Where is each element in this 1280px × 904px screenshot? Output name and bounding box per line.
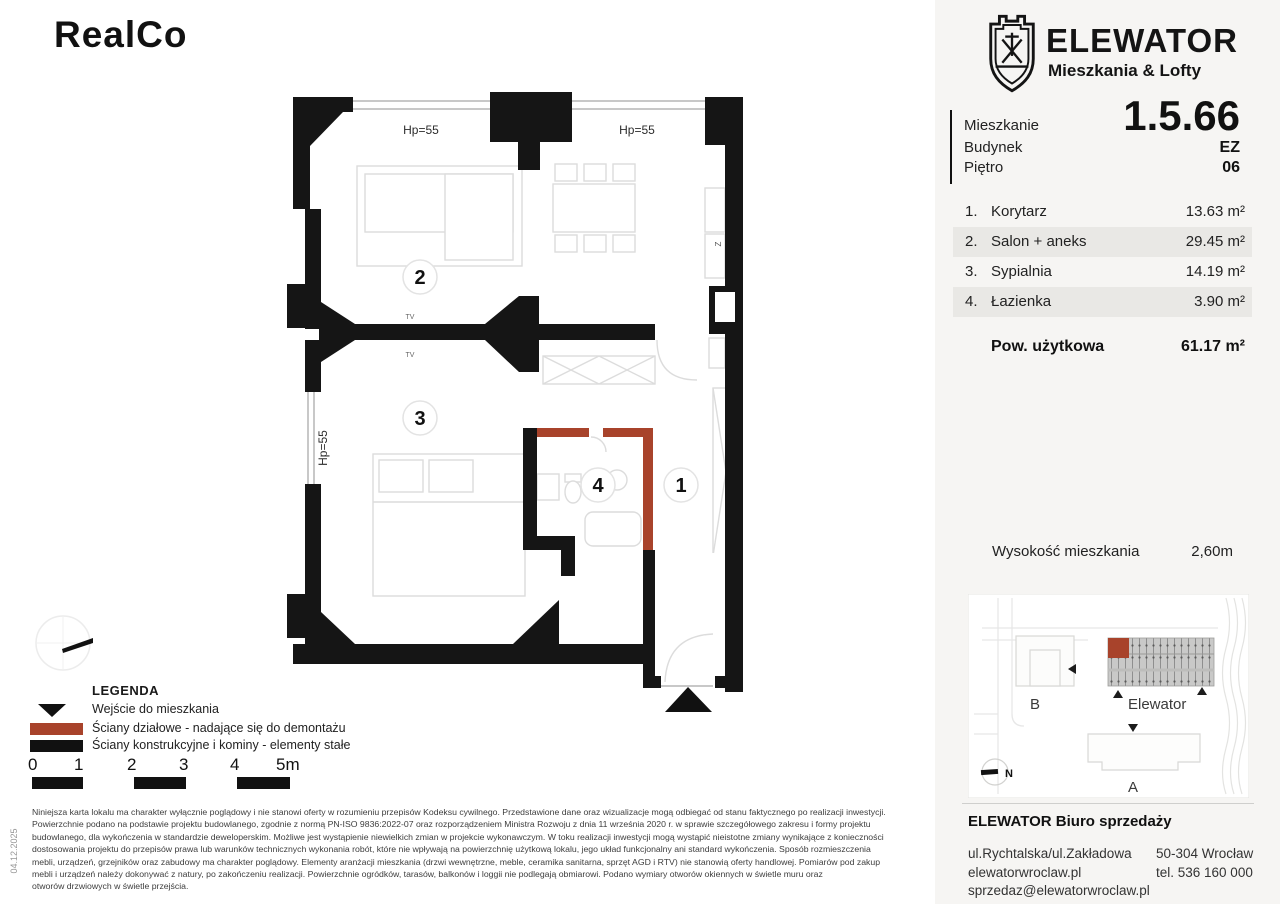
svg-text:TV: TV [405,314,415,321]
disclaimer-text [32,806,937,893]
scale-tick: 2 [127,755,137,774]
partition-wall-swatch [30,723,83,735]
room-index: 2. [965,233,978,250]
room-name: Salon + aneks [991,233,1087,250]
site-map [968,594,1249,798]
room-index: 3. [965,263,978,280]
room-number-4: 4 [592,475,604,497]
contact-address: ul.Rychtalska/ul.Zakładowa [968,846,1132,861]
scale-tick: 3 [179,755,189,774]
disclaimer-line: budowlanego, dla wykończenia w standardzie deweloperskim. Możliwe jest wystąpienie niewielkich zmian w projekcie wykonawczym. W toku realizacji inwestycji mogą wystąpić nieistotne zmiany wynikające z konieczności [32,831,884,842]
wall-niche [712,553,725,569]
total-area-row [953,332,1252,362]
north-compass-icon [33,612,95,674]
contact-email: sprzedaz@elewatorwroclaw.pl [968,883,1150,898]
room-index: 4. [965,293,978,310]
elewator-logo-text: ELEWATOR [1046,22,1238,59]
sales-office-title: ELEWATOR Biuro sprzedaży [968,813,1172,830]
table-row [953,257,1252,287]
scale-segment [134,777,186,789]
height-label: Wysokość mieszkania [992,543,1140,560]
contact-city: 50-304 Wrocław [1156,846,1254,861]
table-row [953,197,1252,227]
scale-segment [237,777,290,789]
contact-column-right [1156,845,1253,882]
height-value: 2,60m [1191,543,1233,560]
contact-website: elewatorwroclaw.pl [968,864,1082,880]
room-number-3: 3 [414,408,426,430]
scale-tick: 5m [276,755,300,774]
total-area-value: 61.17 m² [1180,338,1245,355]
building-value: EZ [1219,139,1240,156]
disclaimer-line: mebli i urządzeń należy dokonywać z natury, po zakończeniu realizacji. Powierzchnie ogródków, tarasów, balkonów i loggii nie podlegają obmiarowi. Podano wymiary otworów okiennych w świetle muru oraz [32,869,823,880]
realco-logo: RealCo [54,14,188,55]
north-label: N [1005,768,1013,780]
legend-title: LEGENDA [92,683,160,698]
svg-text:Hp=55: Hp=55 [403,123,439,137]
elewator-tagline: Mieszkania & Lofty [1048,61,1202,80]
scale-tick: 4 [230,755,240,774]
disclaimer-line: Powierzchnie podano na podstawie projektu budowlanego, zgodnie z normą PN-ISO 9836:2022-07 oraz rozporządzeniem Ministra Rozwoju z dnia 11 września 2020 r. w sprawie szczegółowego zakresu i formy projektu [32,819,871,830]
disclaimer-line: mebli, urządzeń, grzejników oraz zabudowy ma charakter poglądowy. Elementy aranżacji mieszkania (drzwi wewnętrzne, meble, ceramika sanitarna, sprzęt AGD i RTV) nie stanowią oferty handlowej. Pomiarów pod zakup [32,856,881,867]
disclaimer-line: otworów drzwiowych w świetle przejścia. [32,881,189,892]
floor-value: 06 [1222,159,1240,176]
building-elewator-label: Elewator [1128,696,1187,713]
table-row [953,227,1252,257]
building-label: Budynek [964,139,1023,156]
svg-text:Hp=55: Hp=55 [316,430,330,466]
legend-entry-label: Wejście do mieszkania [92,702,219,716]
unit-number: 1.5.66 [1123,92,1240,139]
room-index: 1. [965,203,978,220]
apartment-label: Mieszkanie [964,117,1040,134]
room-number-1: 1 [675,475,687,497]
svg-text:Hp=55: Hp=55 [619,123,655,137]
unit-block-border [950,110,952,184]
svg-text:TV: TV [405,352,415,359]
entrance-arrow-icon [665,687,712,712]
scale-segment [32,777,83,789]
room-name: Korytarz [991,203,1047,220]
date-stamp: 04.12.2025 [9,828,19,874]
entrance-triangle-icon [38,704,66,717]
panel-divider [962,803,1254,804]
room-area: 13.63 m² [1185,203,1245,220]
svg-text:Z: Z [714,241,723,247]
total-area-label: Pow. użytkowa [991,338,1105,355]
structural-wall-swatch [30,740,83,752]
scale-tick: 1 [74,755,84,774]
site-building-b-outline [1016,636,1074,686]
floor-plan [285,88,760,733]
disclaimer-line: dostosowania projektu do przepisów prawa lub warunków technicznych wykonania robót, które nie wpływają na powierzchnię użytkową lokalu, jego układ funkcjonalny ani standard wykończenia. Sposób rozmieszczenia [32,844,871,855]
contact-phone: tel. 536 160 000 [1156,864,1253,880]
contact-column-left [968,845,1150,901]
table-row [953,287,1252,317]
room-name: Łazienka [991,293,1052,310]
legend-structural-label: Ściany konstrukcyjne i kominy - elementy stałe [92,738,351,752]
room-area: 29.45 m² [1185,233,1245,250]
room-area: 3.90 m² [1194,293,1245,310]
shaft-opening [715,292,735,322]
building-b-label: B [1030,696,1041,713]
building-a-label: A [1128,779,1139,796]
floor-label: Piętro [964,159,1004,176]
room-name: Sypialnia [991,263,1052,280]
disclaimer-line: Niniejsza karta lokalu ma charakter wyłącznie poglądowy i nie stanowi oferty w rozumieniu przepisów Kodeksu cywilnego. Przedstawione dane oraz wizualizacje mogą odbiegać od stanu faktycznego po realizacji inwestycji. [32,807,886,817]
room-number-2: 2 [414,267,426,289]
elewator-shield-icon [983,12,1041,96]
legend-partition-label: Ściany działowe - nadające się do demontażu [92,721,346,735]
room-area: 14.19 m² [1185,263,1245,280]
unit-location-marker [1108,638,1129,658]
scale-tick: 0 [28,755,38,774]
site-building-elewator [1108,638,1214,686]
